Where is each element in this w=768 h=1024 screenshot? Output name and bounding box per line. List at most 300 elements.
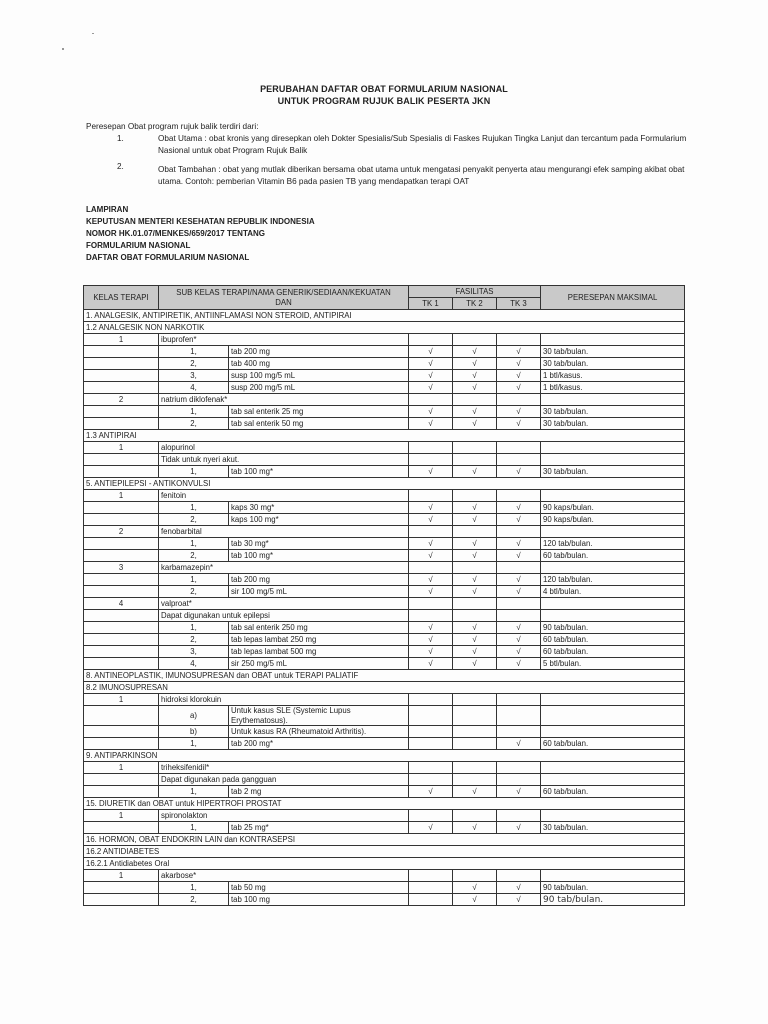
max-prescription: 60 tab/bulan. <box>541 646 685 658</box>
tk1-check: √ <box>409 550 453 562</box>
item-number: 2. <box>117 162 124 171</box>
dosage-form: susp 200 mg/5 mL <box>229 382 409 394</box>
table-row <box>84 550 685 562</box>
empty-cell <box>84 370 159 382</box>
tk3-check: √ <box>497 514 541 526</box>
tk1-check <box>409 738 453 750</box>
empty-cell <box>84 726 159 738</box>
tk1-check: √ <box>409 514 453 526</box>
dosage-form: Untuk kasus SLE (Systemic Lupus Erythematosus). <box>229 706 409 726</box>
tk3-check: √ <box>497 358 541 370</box>
empty-cell <box>409 870 453 882</box>
empty-cell <box>453 610 497 622</box>
item-index: 1, <box>159 882 229 894</box>
section-label: 16. HORMON, OBAT ENDOKRIN LAIN dan KONTRASEPSI <box>84 834 685 846</box>
empty-cell <box>541 454 685 466</box>
tk1-check: √ <box>409 822 453 834</box>
kelas-number: 1 <box>84 810 159 822</box>
drug-note: Tidak untuk nyeri akut. <box>159 454 409 466</box>
tk2-check: √ <box>453 622 497 634</box>
dosage-form: sir 250 mg/5 mL <box>229 658 409 670</box>
table-row <box>84 418 685 430</box>
table-row <box>84 502 685 514</box>
tk2-check: √ <box>453 514 497 526</box>
empty-cell <box>409 394 453 406</box>
tk2-check: √ <box>453 466 497 478</box>
header-sub-kelas <box>159 286 409 310</box>
intro-text: Peresepan Obat program rujuk balik terdiri dari: <box>86 122 259 131</box>
kelas-number: 3 <box>84 562 159 574</box>
item-index: 1, <box>159 822 229 834</box>
tk3-check: √ <box>497 538 541 550</box>
empty-cell <box>497 598 541 610</box>
header-tk3: TK 3 <box>497 298 541 310</box>
tk3-check: √ <box>497 586 541 598</box>
empty-cell <box>541 694 685 706</box>
max-prescription: 60 tab/bulan. <box>541 550 685 562</box>
empty-cell <box>409 454 453 466</box>
empty-cell <box>84 634 159 646</box>
table-section-row <box>84 834 685 846</box>
document-title-line1: PERUBAHAN DAFTAR OBAT FORMULARIUM NASIONAL <box>260 84 508 94</box>
table-row <box>84 706 685 726</box>
max-prescription: 1 btl/kasus. <box>541 370 685 382</box>
tk2-check: √ <box>453 502 497 514</box>
empty-cell <box>497 442 541 454</box>
tk2-check: √ <box>453 346 497 358</box>
empty-cell <box>409 610 453 622</box>
empty-cell <box>497 454 541 466</box>
empty-cell <box>84 882 159 894</box>
empty-cell <box>409 598 453 610</box>
tk3-check <box>497 726 541 738</box>
empty-cell <box>453 762 497 774</box>
tk2-check: √ <box>453 550 497 562</box>
max-prescription: 4 btl/bulan. <box>541 586 685 598</box>
empty-cell <box>541 810 685 822</box>
max-prescription: 30 tab/bulan. <box>541 346 685 358</box>
kelas-number: 2 <box>84 394 159 406</box>
drug-note: Dapat digunakan pada gangguan <box>159 774 409 786</box>
max-prescription <box>541 726 685 738</box>
item-index: 3, <box>159 370 229 382</box>
dosage-form: tab 30 mg* <box>229 538 409 550</box>
drug-name: valproat* <box>159 598 409 610</box>
empty-cell <box>497 490 541 502</box>
item-number: 1. <box>117 134 124 143</box>
empty-cell <box>409 562 453 574</box>
item-index: 1, <box>159 538 229 550</box>
table-section-row <box>84 858 685 870</box>
tk1-check: √ <box>409 622 453 634</box>
empty-cell <box>541 762 685 774</box>
item-text: Obat Utama : obat kronis yang diresepkan oleh Dokter Spesialis/Sub Spesialis di Faskes Rujukan Tingka Lanjut dan tercantum pada Formularium Nasional untuk obat Program Rujuk Balik <box>158 134 687 155</box>
tk2-check: √ <box>453 882 497 894</box>
tk1-check: √ <box>409 586 453 598</box>
table-section-row <box>84 322 685 334</box>
drug-name: alopurinol <box>159 442 409 454</box>
dosage-form: kaps 100 mg* <box>229 514 409 526</box>
empty-cell <box>84 610 159 622</box>
empty-cell <box>84 774 159 786</box>
section-label: 5. ANTIEPILEPSI - ANTIKONVULSI <box>84 478 685 490</box>
max-prescription: 60 tab/bulan. <box>541 634 685 646</box>
table-drug-row <box>84 562 685 574</box>
max-prescription: 30 tab/bulan. <box>541 466 685 478</box>
tk2-check: √ <box>453 658 497 670</box>
kelas-number: 1 <box>84 442 159 454</box>
table-note-row <box>84 610 685 622</box>
drug-name: natrium diklofenak* <box>159 394 409 406</box>
empty-cell <box>453 810 497 822</box>
tk2-check: √ <box>453 586 497 598</box>
table-row <box>84 634 685 646</box>
item-index: 2, <box>159 418 229 430</box>
tk1-check <box>409 894 453 906</box>
dosage-form: tab sal enterik 50 mg <box>229 418 409 430</box>
empty-cell <box>409 526 453 538</box>
lampiran-line: KEPUTUSAN MENTERI KESEHATAN REPUBLIK INDONESIA <box>86 217 315 226</box>
lampiran-heading: LAMPIRAN <box>86 205 129 214</box>
tk2-check: √ <box>453 406 497 418</box>
table-row <box>84 574 685 586</box>
lampiran-line: FORMULARIUM NASIONAL <box>86 241 191 250</box>
item-index: 2, <box>159 358 229 370</box>
empty-cell <box>453 490 497 502</box>
tk3-check: √ <box>497 634 541 646</box>
table-row <box>84 358 685 370</box>
empty-cell <box>453 774 497 786</box>
empty-cell <box>497 810 541 822</box>
dosage-form: tab 50 mg <box>229 882 409 894</box>
empty-cell <box>84 406 159 418</box>
item-index: 2, <box>159 586 229 598</box>
empty-cell <box>84 538 159 550</box>
tk2-check <box>453 738 497 750</box>
tk3-check: √ <box>497 370 541 382</box>
empty-cell <box>84 706 159 726</box>
empty-cell <box>497 870 541 882</box>
tk2-check <box>453 706 497 726</box>
header-sub-kelas-line2: DAN <box>275 297 292 307</box>
dosage-form: tab sal enterik 250 mg <box>229 622 409 634</box>
tk1-check: √ <box>409 358 453 370</box>
empty-cell <box>84 786 159 798</box>
tk3-check: √ <box>497 822 541 834</box>
table-row <box>84 538 685 550</box>
item-text: Obat Tambahan : obat yang mutlak diberikan bersama obat utama untuk mengatasi penyakit penyerta atau mengurangi efek samping akibat obat utama. Contoh: pemberian Vitamin B6 pada pasien TB yang mendapatkan terapi OAT <box>158 165 685 186</box>
table-section-row <box>84 750 685 762</box>
empty-cell <box>84 586 159 598</box>
drug-name: triheksifenidil* <box>159 762 409 774</box>
table-row <box>84 738 685 750</box>
table-drug-row <box>84 870 685 882</box>
table-row <box>84 726 685 738</box>
tk3-check: √ <box>497 406 541 418</box>
tk1-check: √ <box>409 502 453 514</box>
max-prescription: 90 tab/bulan. <box>541 894 685 906</box>
section-label: 1.3 ANTIPIRAI <box>84 430 685 442</box>
tk1-check: √ <box>409 418 453 430</box>
table-section-row <box>84 478 685 490</box>
dosage-form: tab 2 mg <box>229 786 409 798</box>
tk3-check <box>497 706 541 726</box>
empty-cell <box>409 490 453 502</box>
dosage-form: tab 25 mg* <box>229 822 409 834</box>
table-section-row <box>84 682 685 694</box>
table-row <box>84 466 685 478</box>
tk2-check: √ <box>453 822 497 834</box>
section-label: 16.2.1 Antidiabetes Oral <box>84 858 685 870</box>
tk1-check <box>409 726 453 738</box>
empty-cell <box>84 514 159 526</box>
empty-cell <box>497 562 541 574</box>
empty-cell <box>84 418 159 430</box>
tk1-check: √ <box>409 466 453 478</box>
empty-cell <box>409 442 453 454</box>
max-prescription: 120 tab/bulan. <box>541 574 685 586</box>
item-index: 2, <box>159 514 229 526</box>
tk3-check: √ <box>497 502 541 514</box>
empty-cell <box>84 894 159 906</box>
tk3-check: √ <box>497 738 541 750</box>
section-label: 9. ANTIPARKINSON <box>84 750 685 762</box>
empty-cell <box>84 658 159 670</box>
item-index: b) <box>159 726 229 738</box>
kelas-number: 1 <box>84 334 159 346</box>
table-section-row <box>84 846 685 858</box>
empty-cell <box>541 490 685 502</box>
empty-cell <box>84 646 159 658</box>
table-section-row <box>84 430 685 442</box>
tk1-check <box>409 882 453 894</box>
section-label: 1.2 ANALGESIK NON NARKOTIK <box>84 322 685 334</box>
item-index: 2, <box>159 894 229 906</box>
max-prescription: 30 tab/bulan. <box>541 822 685 834</box>
item-index: 1, <box>159 738 229 750</box>
tk1-check: √ <box>409 634 453 646</box>
tk1-check <box>409 706 453 726</box>
empty-cell <box>541 610 685 622</box>
item-index: 1, <box>159 622 229 634</box>
empty-cell <box>453 526 497 538</box>
empty-cell <box>453 562 497 574</box>
table-drug-row <box>84 526 685 538</box>
kelas-number: 1 <box>84 870 159 882</box>
empty-cell <box>541 394 685 406</box>
max-prescription: 120 tab/bulan. <box>541 538 685 550</box>
empty-cell <box>409 774 453 786</box>
tk3-check: √ <box>497 550 541 562</box>
empty-cell <box>541 870 685 882</box>
item-index: 1, <box>159 466 229 478</box>
empty-cell <box>84 358 159 370</box>
drug-table <box>83 285 685 906</box>
tk1-check: √ <box>409 574 453 586</box>
table-drug-row <box>84 694 685 706</box>
lampiran-line: NOMOR HK.01.07/MENKES/659/2017 TENTANG <box>86 229 266 238</box>
header-sub-kelas-line1: SUB KELAS TERAPI/NAMA GENERIK/SEDIAAN/KEKUATAN <box>176 288 391 297</box>
dosage-form: Untuk kasus RA (Rheumatoid Arthritis). <box>229 726 409 738</box>
header-peresepan-maksimal: PERESEPAN MAKSIMAL <box>541 286 685 310</box>
table-drug-row <box>84 490 685 502</box>
tk1-check: √ <box>409 786 453 798</box>
header-tk1: TK 1 <box>409 298 453 310</box>
tk3-check: √ <box>497 882 541 894</box>
item-index: 4, <box>159 382 229 394</box>
max-prescription: 90 tab/bulan. <box>541 622 685 634</box>
table-section-row <box>84 310 685 322</box>
tk1-check: √ <box>409 538 453 550</box>
table-row <box>84 882 685 894</box>
table-drug-row <box>84 394 685 406</box>
tk2-check: √ <box>453 894 497 906</box>
empty-cell <box>541 774 685 786</box>
tk3-check: √ <box>497 786 541 798</box>
dosage-form: tab 100 mg* <box>229 550 409 562</box>
table-row <box>84 382 685 394</box>
dosage-form: tab lepas lambat 250 mg <box>229 634 409 646</box>
item-index: a) <box>159 706 229 726</box>
section-label: 15. DIURETIK dan OBAT untuk HIPERTROFI PROSTAT <box>84 798 685 810</box>
dosage-form: tab 100 mg <box>229 894 409 906</box>
dosage-form: kaps 30 mg* <box>229 502 409 514</box>
table-row <box>84 658 685 670</box>
item-index: 3, <box>159 646 229 658</box>
drug-name: ibuprofen* <box>159 334 409 346</box>
tk2-check: √ <box>453 646 497 658</box>
tk3-check: √ <box>497 466 541 478</box>
empty-cell <box>541 526 685 538</box>
tk3-check: √ <box>497 622 541 634</box>
tk2-check: √ <box>453 538 497 550</box>
empty-cell <box>84 622 159 634</box>
kelas-number: 2 <box>84 526 159 538</box>
item-index: 4, <box>159 658 229 670</box>
empty-cell <box>453 694 497 706</box>
tk3-check: √ <box>497 658 541 670</box>
tk3-check: √ <box>497 418 541 430</box>
table-row <box>84 514 685 526</box>
kelas-number: 1 <box>84 762 159 774</box>
scan-speck <box>62 48 64 50</box>
item-index: 1, <box>159 786 229 798</box>
dosage-form: tab 100 mg* <box>229 466 409 478</box>
empty-cell <box>541 442 685 454</box>
dosage-form: susp 100 mg/5 mL <box>229 370 409 382</box>
max-prescription: 30 tab/bulan. <box>541 406 685 418</box>
tk2-check: √ <box>453 418 497 430</box>
max-prescription: 90 kaps/bulan. <box>541 514 685 526</box>
empty-cell <box>84 346 159 358</box>
table-drug-row <box>84 442 685 454</box>
tk2-check: √ <box>453 370 497 382</box>
empty-cell <box>541 598 685 610</box>
tk2-check: √ <box>453 786 497 798</box>
section-label: 8.2 IMUNOSUPRESAN <box>84 682 685 694</box>
dosage-form: tab 200 mg <box>229 574 409 586</box>
kelas-number: 4 <box>84 598 159 610</box>
dosage-form: tab 200 mg <box>229 346 409 358</box>
tk2-check <box>453 726 497 738</box>
item-index: 2, <box>159 634 229 646</box>
table-note-row <box>84 454 685 466</box>
empty-cell <box>453 334 497 346</box>
tk2-check: √ <box>453 574 497 586</box>
header-kelas-terapi: KELAS TERAPI <box>84 286 159 310</box>
empty-cell <box>497 774 541 786</box>
table-row <box>84 786 685 798</box>
empty-cell <box>541 334 685 346</box>
empty-cell <box>453 442 497 454</box>
table-row <box>84 346 685 358</box>
tk1-check: √ <box>409 370 453 382</box>
empty-cell <box>497 762 541 774</box>
table-note-row <box>84 774 685 786</box>
tk1-check: √ <box>409 406 453 418</box>
empty-cell <box>541 562 685 574</box>
tk3-check: √ <box>497 574 541 586</box>
scan-speck <box>92 33 94 34</box>
max-prescription: 90 kaps/bulan. <box>541 502 685 514</box>
tk3-check: √ <box>497 894 541 906</box>
tk1-check: √ <box>409 646 453 658</box>
drug-name: hidroksi klorokuin <box>159 694 409 706</box>
drug-name: akarbose* <box>159 870 409 882</box>
empty-cell <box>453 870 497 882</box>
empty-cell <box>409 762 453 774</box>
empty-cell <box>84 738 159 750</box>
max-prescription: 30 tab/bulan. <box>541 418 685 430</box>
item-index: 1, <box>159 574 229 586</box>
section-label: 1. ANALGESIK, ANTIPIRETIK, ANTIINFLAMASI NON STEROID, ANTIPIRAI <box>84 310 685 322</box>
kelas-number: 1 <box>84 694 159 706</box>
section-label: 8. ANTINEOPLASTIK, IMUNOSUPRESAN dan OBAT untuk TERAPI PALIATIF <box>84 670 685 682</box>
table-section-row <box>84 670 685 682</box>
max-prescription: 1 btl/kasus. <box>541 382 685 394</box>
table-row <box>84 894 685 906</box>
empty-cell <box>497 526 541 538</box>
max-prescription <box>541 706 685 726</box>
table-row <box>84 370 685 382</box>
tk3-check: √ <box>497 346 541 358</box>
empty-cell <box>497 694 541 706</box>
item-index: 2, <box>159 550 229 562</box>
table-drug-row <box>84 598 685 610</box>
empty-cell <box>84 822 159 834</box>
empty-cell <box>84 454 159 466</box>
empty-cell <box>409 694 453 706</box>
empty-cell <box>409 334 453 346</box>
drug-note: Dapat digunakan untuk epilepsi <box>159 610 409 622</box>
header-fasilitas: FASILITAS <box>409 286 541 298</box>
drug-name: fenitoin <box>159 490 409 502</box>
max-prescription: 60 tab/bulan. <box>541 786 685 798</box>
drug-name: fenobarbital <box>159 526 409 538</box>
tk2-check: √ <box>453 634 497 646</box>
tk2-check: √ <box>453 382 497 394</box>
max-prescription: 30 tab/bulan. <box>541 358 685 370</box>
table-drug-row <box>84 762 685 774</box>
empty-cell <box>453 394 497 406</box>
drug-name: karbamazepin* <box>159 562 409 574</box>
item-index: 1, <box>159 502 229 514</box>
dosage-form: sir 100 mg/5 mL <box>229 586 409 598</box>
kelas-number: 1 <box>84 490 159 502</box>
tk1-check: √ <box>409 658 453 670</box>
table-row <box>84 646 685 658</box>
dosage-form: tab sal enterik 25 mg <box>229 406 409 418</box>
